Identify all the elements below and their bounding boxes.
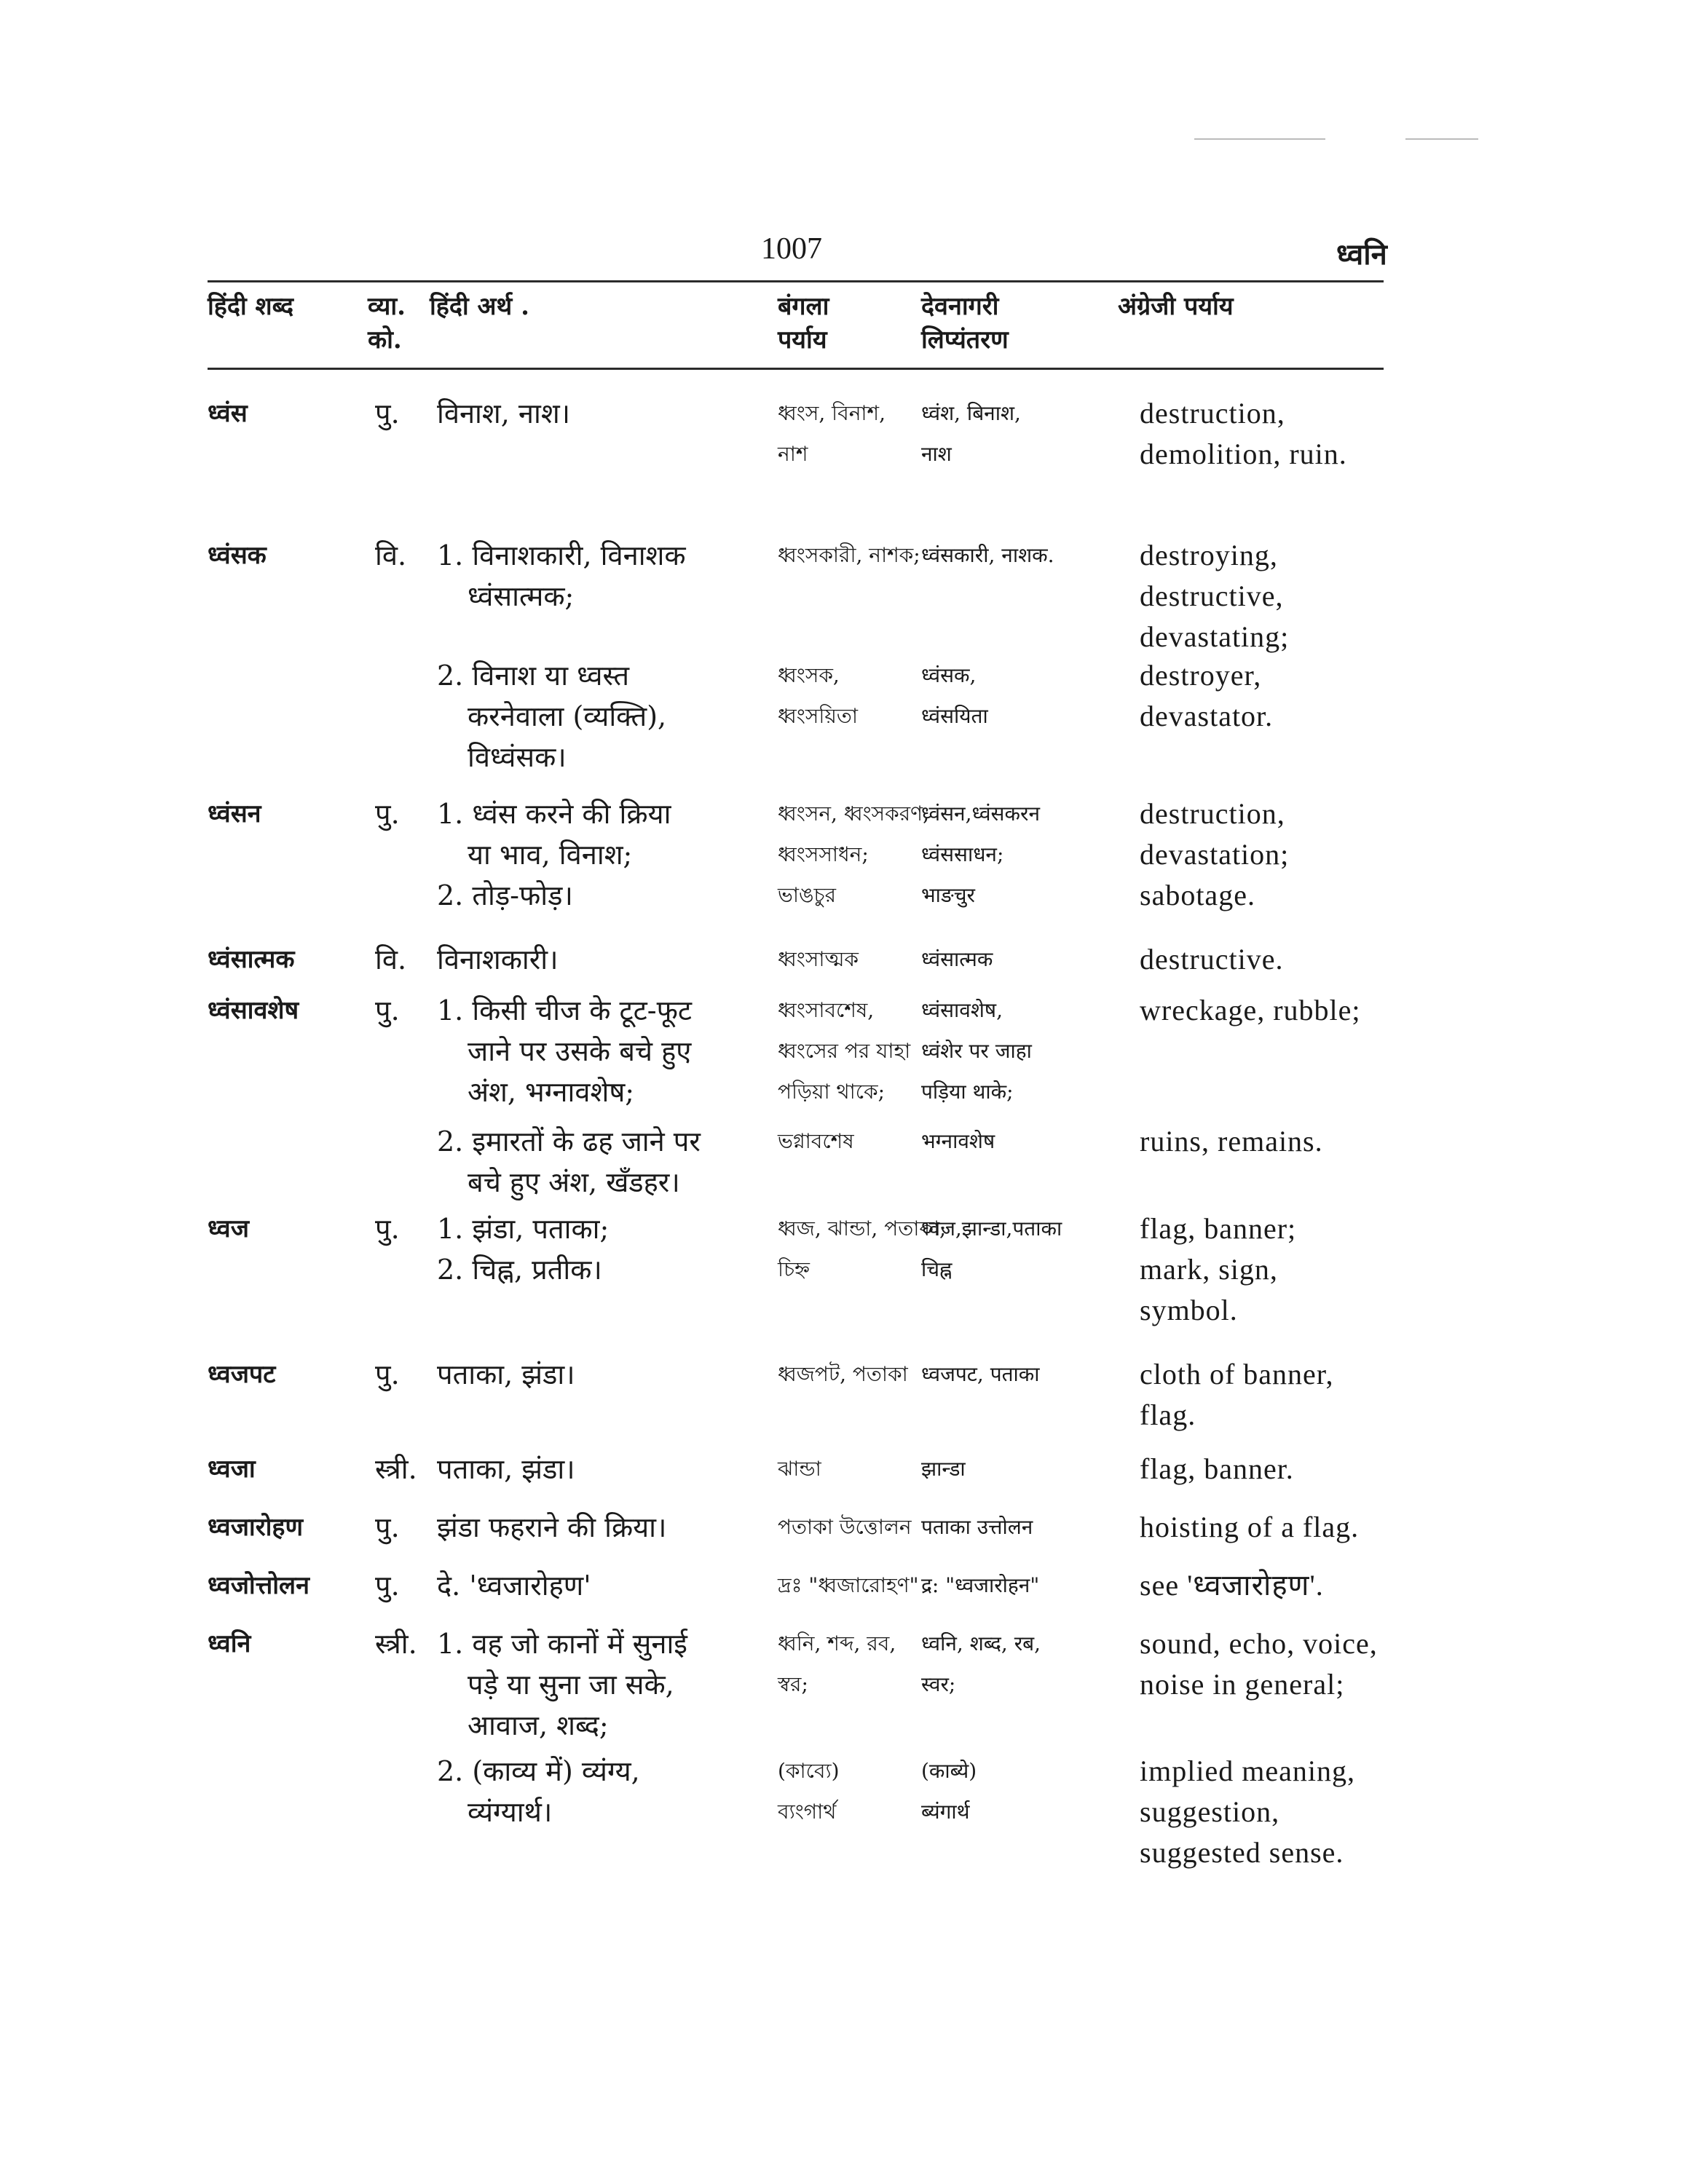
entry-devanagari-transliteration-line: ध्वंशेर पर जाहा	[921, 1039, 1032, 1063]
entry-devanagari-transliteration	[921, 939, 993, 980]
column-header-devanagari-line2: लिप्यंतरण	[921, 325, 1009, 355]
entry-bangla-synonym	[778, 1121, 854, 1162]
entry-english-synonym-line: mark, sign,	[1140, 1253, 1278, 1286]
entry-hindi-meaning-line: 2. चिह्न, प्रतीक।	[437, 1254, 602, 1286]
entry-bangla-synonym-line: স্বর;	[778, 1672, 808, 1696]
entry-devanagari-transliteration-line: ध्वंसावशेष,	[921, 998, 1003, 1022]
entry-hindi-meaning-line: 2. तोड़-फोड़।	[437, 879, 573, 911]
entry-devanagari-transliteration	[921, 1449, 966, 1489]
entry-english-synonym-line: destructive.	[1140, 943, 1284, 976]
page-number: 1007	[761, 232, 822, 266]
column-header-english: अंग्रेजी पर्याय	[1118, 292, 1234, 321]
entry-devanagari-transliteration	[921, 1751, 977, 1832]
entry-english-synonym-line: suggestion,	[1140, 1795, 1280, 1828]
entry-hindi-meaning-line: पताका, झंडा।	[437, 1358, 575, 1390]
entry-devanagari-transliteration-line: ध्वंसन,ध्वंसकरन	[921, 802, 1040, 826]
entry-english-synonym	[1140, 939, 1284, 980]
column-header-hindi-word: हिंदी शब्द	[208, 292, 294, 321]
entry-hindi-meaning-line: 2. (काव्य में) व्यंग्य,	[437, 1755, 640, 1787]
entry-grammar: वि.	[375, 539, 407, 571]
entry-headword: ध्वंसन	[208, 799, 261, 828]
entry-english-synonym-line: devastation;	[1140, 838, 1290, 871]
entry-devanagari-transliteration-line: चिह्न	[921, 1257, 953, 1281]
entry-devanagari-transliteration-line: द्र: "ध्वजारोहन"	[921, 1573, 1040, 1597]
entry-grammar: पु.	[375, 1570, 400, 1602]
entry-headword: ध्वज	[208, 1214, 249, 1243]
entry-grammar: पु.	[375, 798, 400, 830]
entry-english-synonym	[1140, 1751, 1355, 1873]
entry-bangla-synonym-line: ভাঙচুর	[778, 883, 837, 907]
entry-devanagari-transliteration-line: नाश	[921, 442, 952, 466]
entry-bangla-synonym-line: (কাব্যে)	[778, 1759, 840, 1783]
entry-devanagari-transliteration	[921, 1507, 1033, 1548]
entry-english-synonym-line: suggested sense.	[1140, 1836, 1344, 1869]
entry-bangla-synonym	[778, 939, 859, 980]
entry-hindi-meaning-line: 1. वह जो कानों में सुनाई	[437, 1628, 687, 1660]
column-header-grammar-line1: व्या.	[368, 292, 406, 321]
entry-hindi-meaning-line: जाने पर उसके बचे हुए	[468, 1035, 692, 1067]
entry-hindi-meaning-line: 1. किसी चीज के टूट-फूट	[437, 994, 693, 1026]
entry-hindi-meaning-line: ध्वंसात्मक;	[468, 580, 575, 612]
entry-devanagari-transliteration-line: ब्यंगार्थ	[921, 1800, 970, 1824]
entry-hindi-meaning	[437, 1208, 609, 1290]
header-bottom-rule	[208, 368, 1384, 370]
entry-hindi-meaning-line: विनाश, नाश।	[437, 397, 571, 430]
entry-english-synonym	[1140, 1507, 1359, 1548]
entry-headword: ध्वनि	[208, 1629, 251, 1658]
entry-hindi-meaning	[437, 990, 692, 1112]
entry-english-synonym-line: sabotage.	[1140, 879, 1255, 911]
column-header-devanagari	[921, 290, 1009, 357]
entry-bangla-synonym-line: নাশ	[778, 442, 808, 466]
entry-bangla-synonym	[778, 1751, 840, 1832]
column-header-bangla-line1: बंगला	[778, 292, 829, 321]
entry-devanagari-transliteration-line: ध्वजपट, पताका	[921, 1362, 1040, 1386]
column-header-bangla-line2: पर्याय	[778, 325, 827, 355]
entry-bangla-synonym	[778, 1507, 912, 1548]
entry-bangla-synonym	[778, 1354, 908, 1395]
entry-english-synonym-line: devastator.	[1140, 700, 1274, 732]
entry-bangla-synonym-line: ভগ্নাবশেষ	[778, 1129, 854, 1153]
entry-headword: ध्वजा	[208, 1455, 256, 1484]
entry-bangla-synonym	[778, 655, 858, 737]
entry-hindi-meaning-line: 2. विनाश या ध्वस्त	[437, 660, 629, 692]
entry-devanagari-transliteration-line: पताका उत्तोलन	[921, 1515, 1033, 1539]
entry-hindi-meaning-line: आवाज, शब्द;	[468, 1709, 609, 1741]
entry-english-synonym-line: flag, banner.	[1140, 1452, 1294, 1485]
entry-english-synonym	[1140, 535, 1289, 657]
entry-hindi-meaning	[437, 939, 559, 980]
entry-hindi-meaning-line: 2. इमारतों के ढह जाने पर	[437, 1125, 701, 1158]
scan-mark	[1405, 138, 1478, 140]
entry-english-synonym-line: destruction,	[1140, 797, 1285, 830]
entry-bangla-synonym-line: ধ্বংসের পর যাহা	[778, 1039, 911, 1063]
entry-english-synonym-line: flag.	[1140, 1398, 1196, 1431]
entry-hindi-meaning-line: पड़े या सुना जा सके,	[468, 1669, 674, 1701]
entry-bangla-synonym	[778, 393, 886, 475]
entry-headword: ध्वंस	[208, 399, 248, 428]
entry-bangla-synonym-line: দ্রঃ "ধ্বজারোহণ"	[778, 1573, 919, 1597]
entry-english-synonym	[1140, 1208, 1296, 1331]
column-header-grammar-line2: को.	[368, 325, 402, 355]
entry-devanagari-transliteration	[921, 1565, 1039, 1606]
entry-english-synonym-line: symbol.	[1140, 1294, 1238, 1326]
entry-devanagari-transliteration-line: (काब्ये)	[921, 1759, 977, 1783]
entry-devanagari-transliteration	[921, 393, 1021, 475]
entry-english-synonym	[1140, 1565, 1324, 1606]
entry-bangla-synonym	[778, 1623, 896, 1705]
entry-english-synonym-line: wreckage, rubble;	[1140, 994, 1361, 1026]
entry-hindi-meaning-line: पताका, झंडा।	[437, 1453, 575, 1485]
entry-devanagari-transliteration-line: ध्वंससाधन;	[921, 842, 1004, 866]
entry-bangla-synonym	[778, 1565, 919, 1606]
entry-devanagari-transliteration-line: पड़िया थाके;	[921, 1080, 1014, 1104]
entry-hindi-meaning-line: 1. ध्वंस करने की क्रिया	[437, 798, 671, 830]
entry-hindi-meaning-line: 1. झंडा, पताका;	[437, 1213, 610, 1245]
entry-devanagari-transliteration-line: ध्वंसयिता	[921, 704, 988, 728]
entry-headword: ध्वंसात्मक	[208, 945, 295, 974]
entry-bangla-synonym-line: ঝান্ডা	[778, 1457, 821, 1481]
entry-english-synonym	[1140, 990, 1361, 1031]
entry-grammar: पु.	[375, 1511, 400, 1543]
entry-english-synonym-line: destroying,	[1140, 539, 1278, 571]
entry-devanagari-transliteration	[921, 1623, 1041, 1705]
entry-english-synonym-line: devastating;	[1140, 620, 1290, 653]
entry-devanagari-transliteration-line: ध्वंश, बिनाश,	[921, 401, 1021, 425]
entry-bangla-synonym	[778, 535, 920, 576]
entry-bangla-synonym-line: ধ্বংসকারী, নাশক;	[778, 543, 920, 567]
entry-bangla-synonym-line: ধ্বংসাত্মক	[778, 947, 859, 971]
entry-devanagari-transliteration-line: झान्डा	[921, 1457, 966, 1481]
entry-hindi-meaning-line: विध्वंसक।	[468, 741, 567, 773]
entry-english-synonym	[1140, 1121, 1323, 1162]
entry-bangla-synonym-line: ধ্বংসক,	[778, 663, 840, 687]
entry-headword: ध्वंसक	[208, 541, 267, 570]
entry-grammar: पु.	[375, 1213, 400, 1245]
entry-bangla-synonym	[778, 990, 910, 1112]
entry-hindi-meaning	[437, 1623, 687, 1746]
entry-hindi-meaning-line: बचे हुए अंश, खँडहर।	[468, 1166, 680, 1198]
entry-headword: ध्वजपट	[208, 1360, 276, 1389]
entry-headword: ध्वजोत्तोलन	[208, 1571, 309, 1600]
entry-grammar: पु.	[375, 397, 400, 430]
entry-bangla-synonym-line: ধ্বংসসাধন;	[778, 842, 869, 866]
entry-devanagari-transliteration	[921, 1354, 1040, 1395]
entry-hindi-meaning-line: या भाव, विनाश;	[468, 839, 633, 871]
entry-hindi-meaning	[437, 1354, 575, 1395]
entry-bangla-synonym-line: ধ্বনি, শব্দ, রব,	[778, 1631, 896, 1655]
entry-hindi-meaning-line: व्यंग्यार्थ।	[468, 1796, 553, 1828]
entry-hindi-meaning	[437, 535, 686, 617]
entry-bangla-synonym-line: ধ্বংসয়িতা	[778, 704, 858, 728]
entry-english-synonym	[1140, 393, 1347, 475]
entry-english-synonym-line: demolition, ruin.	[1140, 438, 1347, 470]
entry-english-synonym-line: destructive,	[1140, 579, 1284, 612]
entry-headword: ध्वंसावशेष	[208, 996, 299, 1025]
entry-devanagari-transliteration-line: भाङचुर	[921, 883, 976, 907]
entry-hindi-meaning-line: झंडा फहराने की क्रिया।	[437, 1511, 667, 1543]
entry-devanagari-transliteration-line: ध्वंसकारी, नाशक.	[921, 543, 1054, 567]
entry-bangla-synonym-line: চিহ্ন	[778, 1257, 810, 1281]
entry-devanagari-transliteration	[921, 794, 1040, 916]
entry-english-synonym-line: noise in general;	[1140, 1668, 1345, 1701]
entry-grammar: पु.	[375, 1358, 400, 1390]
entry-bangla-synonym-line: ধ্বংসাবশেষ,	[778, 998, 875, 1022]
entry-grammar: स्त्री.	[375, 1628, 417, 1660]
column-header-bangla	[778, 290, 829, 357]
entry-bangla-synonym	[778, 1449, 821, 1489]
entry-bangla-synonym-line: ধ্বজপট, পতাকা	[778, 1362, 908, 1386]
entry-hindi-meaning	[437, 1751, 640, 1832]
running-head: ध्वनि	[1336, 237, 1387, 272]
entry-hindi-meaning-line: करनेवाला (व्यक्ति),	[468, 700, 667, 732]
entry-bangla-synonym-line: ধ্বংস, বিনাশ,	[778, 401, 886, 425]
entry-devanagari-transliteration	[921, 1208, 1062, 1290]
entry-hindi-meaning	[437, 1507, 666, 1548]
entry-devanagari-transliteration-line: भग्नावशेष	[921, 1129, 995, 1153]
entry-headword: ध्वजारोहण	[208, 1513, 304, 1542]
entry-grammar: स्त्री.	[375, 1453, 417, 1485]
entry-english-synonym-line: flag, banner;	[1140, 1212, 1297, 1245]
entry-hindi-meaning-line: अंश, भग्नावशेष;	[468, 1076, 635, 1108]
entry-hindi-meaning	[437, 1121, 701, 1203]
entry-english-synonym	[1140, 655, 1273, 737]
entry-english-synonym-line: destroyer,	[1140, 659, 1262, 692]
entry-english-synonym-line: cloth of banner,	[1140, 1358, 1334, 1390]
entry-english-synonym-line: hoisting of a flag.	[1140, 1511, 1360, 1543]
entry-devanagari-transliteration-line: ध्वंसात्मक	[921, 947, 993, 971]
entry-hindi-meaning	[437, 794, 671, 916]
entry-hindi-meaning	[437, 655, 666, 778]
entry-devanagari-transliteration-line: स्वर;	[921, 1672, 956, 1696]
entry-devanagari-transliteration	[921, 655, 988, 737]
entry-bangla-synonym-line: পড়িয়া থাকে;	[778, 1080, 886, 1104]
entry-english-synonym	[1140, 1623, 1378, 1705]
entry-hindi-meaning	[437, 1565, 591, 1606]
entry-devanagari-transliteration	[921, 1121, 995, 1162]
entry-bangla-synonym-line: ধ্বজ, ঝান্ডা, পতাকা;	[778, 1216, 947, 1241]
scan-mark	[1194, 138, 1325, 140]
entry-hindi-meaning	[437, 1449, 575, 1489]
entry-bangla-synonym-line: ধ্বংসন, ধ্বংসকরণ,	[778, 802, 929, 826]
column-header-devanagari-line1: देवनागरी	[921, 292, 999, 321]
entry-devanagari-transliteration	[921, 535, 1054, 576]
entry-hindi-meaning	[437, 393, 570, 434]
entry-bangla-synonym	[778, 794, 929, 916]
entry-english-synonym-line: destruction,	[1140, 397, 1285, 430]
header-top-rule	[208, 280, 1384, 282]
entry-bangla-synonym-line: পতাকা উত্তোলন	[778, 1515, 912, 1539]
entry-devanagari-transliteration-line: ध्वनि, शब्द, रब,	[921, 1631, 1041, 1655]
entry-devanagari-transliteration-line: ध्वंसक,	[921, 663, 977, 687]
entry-hindi-meaning-line: विनाशकारी।	[437, 943, 559, 976]
entry-grammar: वि.	[375, 943, 407, 976]
entry-english-synonym-line: see 'ध्वजारोहण'.	[1140, 1569, 1324, 1602]
entry-bangla-synonym-line: ব্যংগার্থ	[778, 1800, 837, 1824]
entry-english-synonym-line: sound, echo, voice,	[1140, 1627, 1378, 1660]
entry-english-synonym	[1140, 1449, 1294, 1489]
entry-english-synonym	[1140, 1354, 1334, 1436]
entry-grammar: पु.	[375, 994, 400, 1026]
column-header-grammar	[368, 290, 406, 357]
entry-hindi-meaning-line: 1. विनाशकारी, विनाशक	[437, 539, 686, 571]
entry-hindi-meaning-line: दे. 'ध्वजारोहण'	[437, 1570, 591, 1602]
entry-english-synonym	[1140, 794, 1289, 916]
entry-english-synonym-line: implied meaning,	[1140, 1754, 1355, 1787]
entry-english-synonym-line: ruins, remains.	[1140, 1125, 1323, 1158]
column-header-hindi-meaning: हिंदी अर्थ .	[430, 292, 529, 321]
entry-devanagari-transliteration-line: ध्वज,झान्डा,पताका	[921, 1216, 1062, 1241]
entry-devanagari-transliteration	[921, 990, 1032, 1112]
